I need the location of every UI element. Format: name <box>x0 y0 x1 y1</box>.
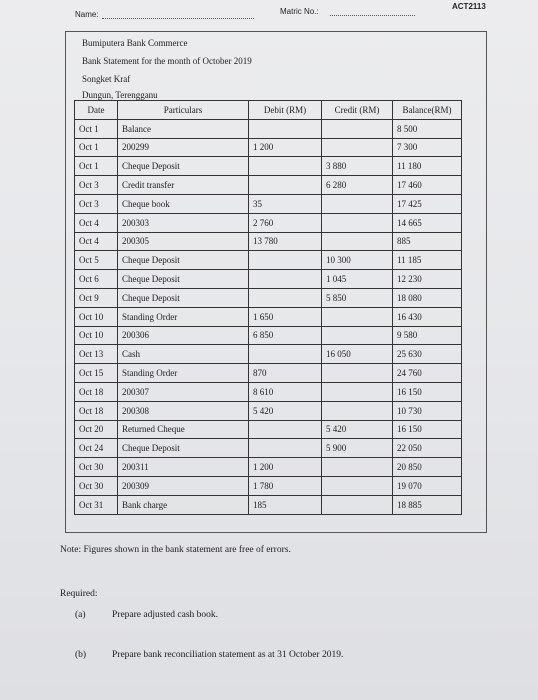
cell-credit: 5 850 <box>322 288 393 307</box>
cell-date: Oct 3 <box>75 176 118 195</box>
cell-date: Oct 1 <box>75 138 118 157</box>
table-row <box>75 119 462 138</box>
cell-balance: 17 425 <box>393 194 462 213</box>
cell-credit: 5 900 <box>322 439 393 458</box>
cell-credit: 3 880 <box>322 157 393 176</box>
cell-debit <box>249 176 322 195</box>
cell-balance: 14 665 <box>393 213 462 232</box>
part-a-text: Prepare adjusted cash book. <box>112 610 219 620</box>
cell-balance: 7 300 <box>393 138 462 157</box>
table-row <box>75 288 462 307</box>
table-row <box>75 307 462 326</box>
table-row <box>75 232 462 251</box>
cell-credit <box>322 138 393 157</box>
cell-particulars: Cheque Deposit <box>118 439 249 458</box>
cell-particulars: Cheque Deposit <box>118 157 249 176</box>
cell-debit <box>249 270 322 289</box>
cell-debit <box>249 119 322 138</box>
cell-credit <box>322 213 393 232</box>
cell-particulars: Cheque book <box>118 194 249 213</box>
cell-particulars: 200309 <box>118 476 249 495</box>
cell-particulars: 200308 <box>118 401 249 420</box>
required-heading: Required: <box>60 589 98 599</box>
cell-balance: 10 730 <box>393 401 462 420</box>
matric-blank-line <box>330 15 415 16</box>
cell-date: Oct 31 <box>75 495 118 514</box>
cell-date: Oct 4 <box>75 232 118 251</box>
note-text: Note: Figures shown in the bank statement are free of errors. <box>60 545 291 555</box>
cell-date: Oct 5 <box>75 251 118 270</box>
table-row <box>75 176 462 195</box>
cell-credit: 6 280 <box>322 176 393 195</box>
cell-credit <box>322 382 393 401</box>
course-code: ACT2113 <box>452 2 486 11</box>
col-header-date: Date <box>75 101 118 120</box>
statement-title: Bank Statement for the month of October 2019 <box>82 56 252 66</box>
cell-credit <box>322 326 393 345</box>
cell-debit: 1 780 <box>249 476 322 495</box>
cell-debit: 8 610 <box>249 382 322 401</box>
col-header-particulars: Particulars <box>118 101 249 120</box>
cell-date: Oct 20 <box>75 420 118 439</box>
cell-debit: 13 780 <box>249 232 322 251</box>
cell-debit <box>249 345 322 364</box>
bank-statement-table <box>74 100 462 515</box>
name-blank-line <box>102 18 254 19</box>
cell-particulars: Cash <box>118 345 249 364</box>
cell-particulars: Cheque Deposit <box>118 251 249 270</box>
table-row <box>75 138 462 157</box>
cell-credit <box>322 364 393 383</box>
cell-debit <box>249 157 322 176</box>
cell-particulars: 200306 <box>118 326 249 345</box>
cell-balance: 18 080 <box>393 288 462 307</box>
account-holder: Songket Kraf <box>82 74 131 84</box>
cell-date: Oct 9 <box>75 288 118 307</box>
cell-balance: 19 070 <box>393 476 462 495</box>
cell-credit: 16 050 <box>322 345 393 364</box>
table-row <box>75 495 462 514</box>
cell-date: Oct 4 <box>75 213 118 232</box>
cell-balance: 25 630 <box>393 345 462 364</box>
cell-date: Oct 1 <box>75 119 118 138</box>
col-header-credit: Credit (RM) <box>322 101 393 120</box>
part-b-text: Prepare bank reconciliation statement as at 31 October 2019. <box>112 650 344 660</box>
cell-date: Oct 10 <box>75 326 118 345</box>
cell-particulars: Credit transfer <box>118 176 249 195</box>
cell-balance: 20 850 <box>393 458 462 477</box>
table-row <box>75 382 462 401</box>
cell-particulars: Standing Order <box>118 307 249 326</box>
cell-credit <box>322 232 393 251</box>
cell-particulars: Returned Cheque <box>118 420 249 439</box>
cell-particulars: 200307 <box>118 382 249 401</box>
name-label: Name: <box>75 10 99 19</box>
cell-credit <box>322 119 393 138</box>
cell-particulars: 200311 <box>118 458 249 477</box>
cell-balance: 11 185 <box>393 251 462 270</box>
table-row <box>75 270 462 289</box>
table-header-row <box>75 101 462 120</box>
cell-debit: 5 420 <box>249 401 322 420</box>
cell-credit <box>322 401 393 420</box>
cell-debit <box>249 420 322 439</box>
cell-particulars: 200303 <box>118 213 249 232</box>
table-row <box>75 157 462 176</box>
cell-particulars: Cheque Deposit <box>118 270 249 289</box>
table-row <box>75 439 462 458</box>
cell-date: Oct 6 <box>75 270 118 289</box>
cell-date: Oct 10 <box>75 307 118 326</box>
cell-credit: 5 420 <box>322 420 393 439</box>
cell-balance: 16 430 <box>393 307 462 326</box>
cell-debit <box>249 251 322 270</box>
table-row <box>75 213 462 232</box>
cell-debit: 1 200 <box>249 138 322 157</box>
bank-name: Bumiputera Bank Commerce <box>82 38 188 48</box>
cell-debit <box>249 439 322 458</box>
cell-date: Oct 24 <box>75 439 118 458</box>
cell-debit: 6 850 <box>249 326 322 345</box>
part-b-label: (b) <box>75 650 87 660</box>
cell-credit: 10 300 <box>322 251 393 270</box>
table-row <box>75 251 462 270</box>
cell-date: Oct 18 <box>75 382 118 401</box>
table-row <box>75 326 462 345</box>
cell-credit: 1 045 <box>322 270 393 289</box>
cell-balance: 8 500 <box>393 119 462 138</box>
cell-balance: 16 150 <box>393 382 462 401</box>
cell-particulars: 200305 <box>118 232 249 251</box>
cell-particulars: Bank charge <box>118 495 249 514</box>
cell-debit: 185 <box>249 495 322 514</box>
table-row <box>75 420 462 439</box>
cell-debit: 2 760 <box>249 213 322 232</box>
col-header-debit: Debit (RM) <box>249 101 322 120</box>
cell-balance: 885 <box>393 232 462 251</box>
cell-balance: 12 230 <box>393 270 462 289</box>
table-row <box>75 401 462 420</box>
cell-particulars: 200299 <box>118 138 249 157</box>
cell-particulars: Balance <box>118 119 249 138</box>
cell-balance: 11 180 <box>393 157 462 176</box>
cell-balance: 17 460 <box>393 176 462 195</box>
cell-date: Oct 30 <box>75 458 118 477</box>
cell-date: Oct 13 <box>75 345 118 364</box>
part-a-label: (a) <box>75 610 86 620</box>
matric-label: Matric No.: <box>280 7 319 16</box>
cell-credit <box>322 458 393 477</box>
cell-particulars: Cheque Deposit <box>118 288 249 307</box>
cell-date: Oct 1 <box>75 157 118 176</box>
cell-credit <box>322 194 393 213</box>
cell-credit <box>322 495 393 514</box>
cell-balance: 24 760 <box>393 364 462 383</box>
cell-balance: 18 885 <box>393 495 462 514</box>
table-row <box>75 194 462 213</box>
cell-debit: 1 650 <box>249 307 322 326</box>
cell-debit: 870 <box>249 364 322 383</box>
table-row <box>75 476 462 495</box>
table-row <box>75 345 462 364</box>
cell-date: Oct 30 <box>75 476 118 495</box>
cell-balance: 16 150 <box>393 420 462 439</box>
cell-credit <box>322 307 393 326</box>
cell-particulars: Standing Order <box>118 364 249 383</box>
account-location: Dungun, Terengganu <box>82 90 158 100</box>
cell-balance: 22 050 <box>393 439 462 458</box>
cell-debit <box>249 288 322 307</box>
cell-debit: 1 200 <box>249 458 322 477</box>
cell-date: Oct 15 <box>75 364 118 383</box>
table-row <box>75 458 462 477</box>
cell-date: Oct 18 <box>75 401 118 420</box>
cell-debit: 35 <box>249 194 322 213</box>
cell-credit <box>322 476 393 495</box>
cell-balance: 9 580 <box>393 326 462 345</box>
cell-date: Oct 3 <box>75 194 118 213</box>
col-header-balance: Balance(RM) <box>393 101 462 120</box>
table-row <box>75 364 462 383</box>
